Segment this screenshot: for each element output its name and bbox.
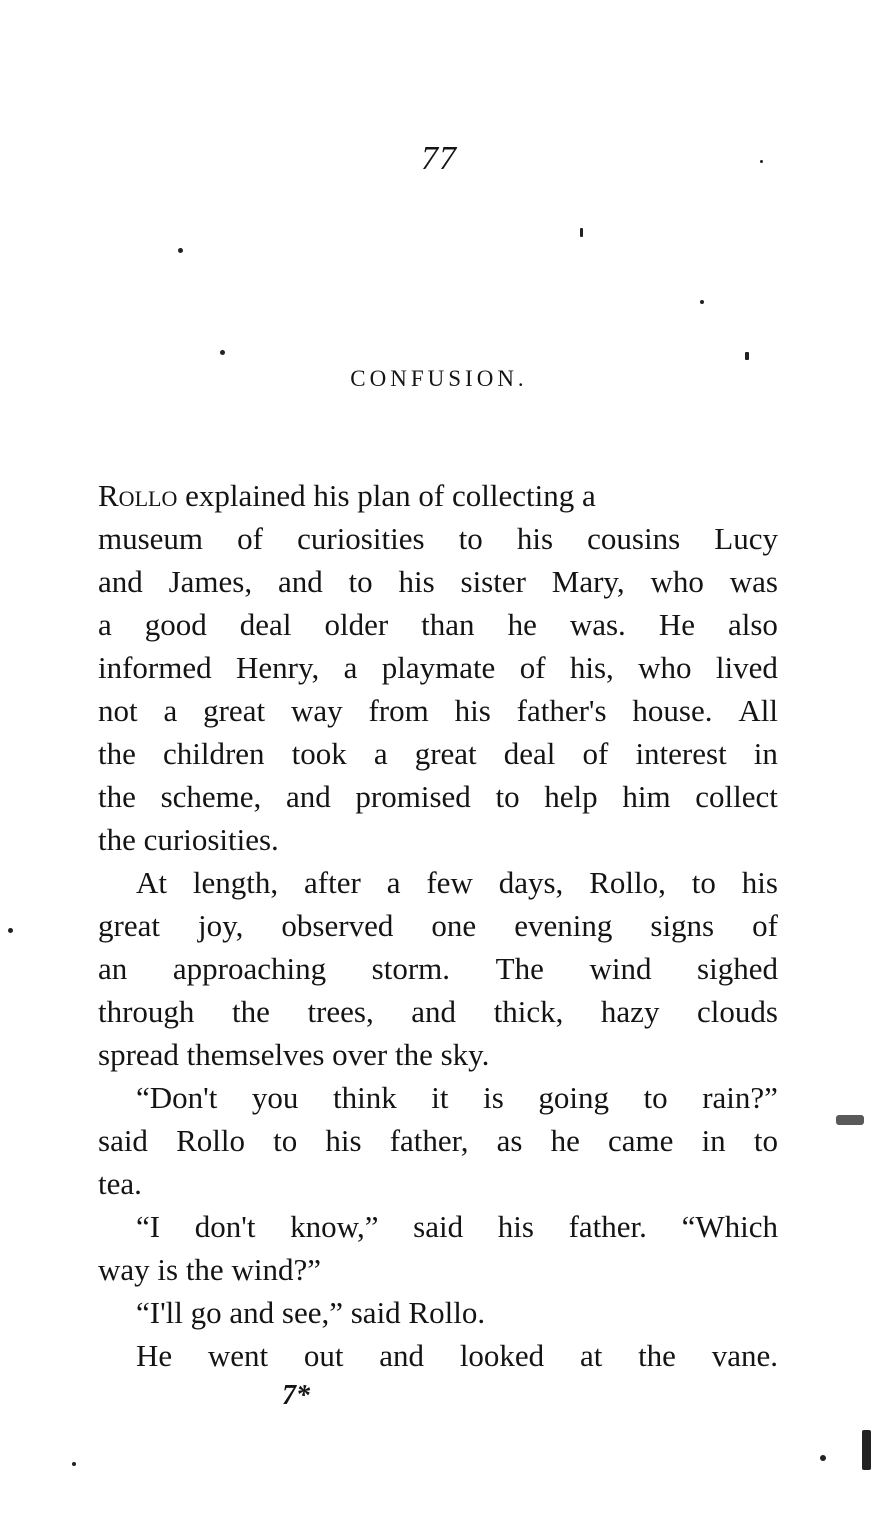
text-line: not a great way from his father's house. All [98,693,778,728]
body-text [98,474,778,1377]
print-speck [862,1430,871,1470]
line-1-rest: explained his plan of collecting a [177,478,596,513]
print-speck [836,1115,864,1125]
text-line: the scheme, and promised to help him collect [98,779,778,814]
print-speck [820,1455,826,1461]
text-line: At length, after a few days, Rollo, to his [136,865,778,900]
text-line: “Don't you think it is going to rain?” [136,1080,778,1115]
print-speck [178,248,183,253]
text-line: and James, and to his sister Mary, who was [98,564,778,599]
print-speck [760,160,763,163]
text-line: informed Henry, a playmate of his, who lived [98,650,778,685]
text-line: spread themselves over the sky. [98,1037,490,1072]
print-speck [8,928,13,933]
text-line: through the trees, and thick, hazy clouds [98,994,778,1029]
text-line: way is the wind?” [98,1252,321,1287]
text-line: great joy, observed one evening signs of [98,908,778,943]
text-line: the children took a great deal of interest in [98,736,778,771]
text-line: tea. [98,1166,142,1201]
first-word: Rollo [98,478,178,513]
chapter-title: CONFUSION. [350,366,528,391]
text-line: the curiosities. [98,822,279,857]
print-speck [580,228,583,237]
text-line: museum of curiosities to his cousins Lucy [98,521,778,556]
print-speck [220,350,225,355]
text-line: a good deal older than he was. He also [98,607,778,642]
text-line: an approaching storm. The wind sighed [98,951,778,986]
signature-mark: 7* [282,1380,310,1411]
text-line: said Rollo to his father, as he came in to [98,1123,778,1158]
text-line: “I don't know,” said his father. “Which [136,1209,778,1244]
print-speck [72,1462,76,1466]
text-line [98,474,778,517]
print-speck [745,352,749,360]
print-speck [700,300,704,304]
page-number: 77 [421,140,457,177]
text-line: He went out and looked at the vane. [136,1338,778,1373]
text-line: “I'll go and see,” said Rollo. [136,1295,486,1330]
